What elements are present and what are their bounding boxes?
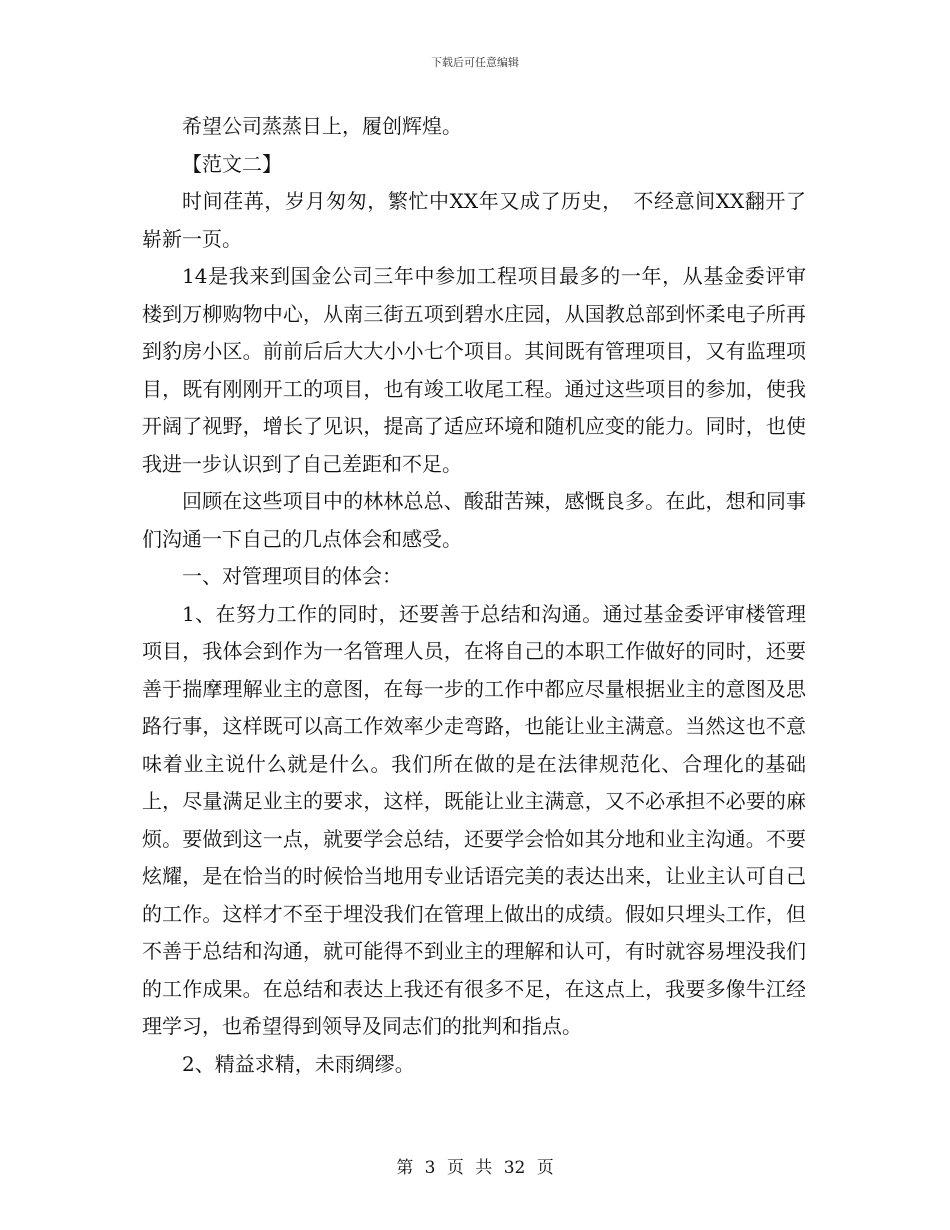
paragraph-point-one: 1、在努力工作的同时，还要善于总结和沟通。通过基金委评审楼管理项目，我体会到作为一名管理人员，在将自己的本职工作做好的同时，还要善于揣摩理解业主的意图，在每一步的工作中都应尽量根据业主的意图及思路行事，这样既可以高工作效率少走弯路，也能让业主满意。当然这也不意味着业主说什么就是什么。我们所在做的是在法律规范化、合理化的基础上，尽量满足业主的要求，这样，既能让业主满意，又不必承担不必要的麻烦。要做到这一点，就要学会总结，还要学会恰如其分地和业主沟通。不要炫耀，是在恰当的时候恰当地用专业话语完美的表达出来，让业主认可自己的工作。这样才不至于埋没我们在管理上做出的成绩。假如只埋头工作，但不善于总结和沟通，就可能得不到业主的理解和认可，有时就容易埋没我们的工作成果。在总结和表达上我还有很多不足，在这点上，我要多像牛江经理学习，也希望得到领导及同志们的批判和指点。 bbox=[142, 601, 806, 1038]
paragraph-closing-wish: 希望公司蒸蒸日上，履创辉煌。 bbox=[182, 114, 462, 138]
paragraph-reflection: 回顾在这些项目中的林林总总、酸甜苦辣，感慨良多。在此，想和同事们沟通一下自己的几点体会和感受。 bbox=[142, 489, 806, 551]
section-heading-sample-two: 【范文二】 bbox=[182, 151, 282, 176]
paragraph-point-two: 2、精益求精，未雨绸缪。 bbox=[182, 1051, 415, 1076]
document-body bbox=[142, 108, 806, 1083]
paragraph-projects-overview: 14是我来到国金公司三年中参加工程项目最多的一年，从基金委评审楼到万柳购物中心，从南三街五项到碧水庄园，从国教总部到怀柔电子所再到豹房小区。前前后后大大小小七个项目。其间既有管理项目，又有监理项目，既有刚刚开工的项目，也有竣工收尾工程。通过这些项目的参加，使我开阔了视野，增长了见识，提高了适应环境和随机应变的能力。同时，也使我进一步认识到了自己差距和不足。 bbox=[142, 264, 806, 476]
page-number-footer: 第 3 页 共 32 页 bbox=[396, 1158, 554, 1178]
subheading-management-experience: 一、对管理项目的体会： bbox=[182, 564, 402, 588]
page-header-note: 下载后可任意编辑 bbox=[431, 56, 519, 69]
paragraph-intro: 时间荏苒，岁月匆匆，繁忙中XX年又成了历史， 不经意间XX翻开了崭新一页。 bbox=[142, 189, 806, 251]
